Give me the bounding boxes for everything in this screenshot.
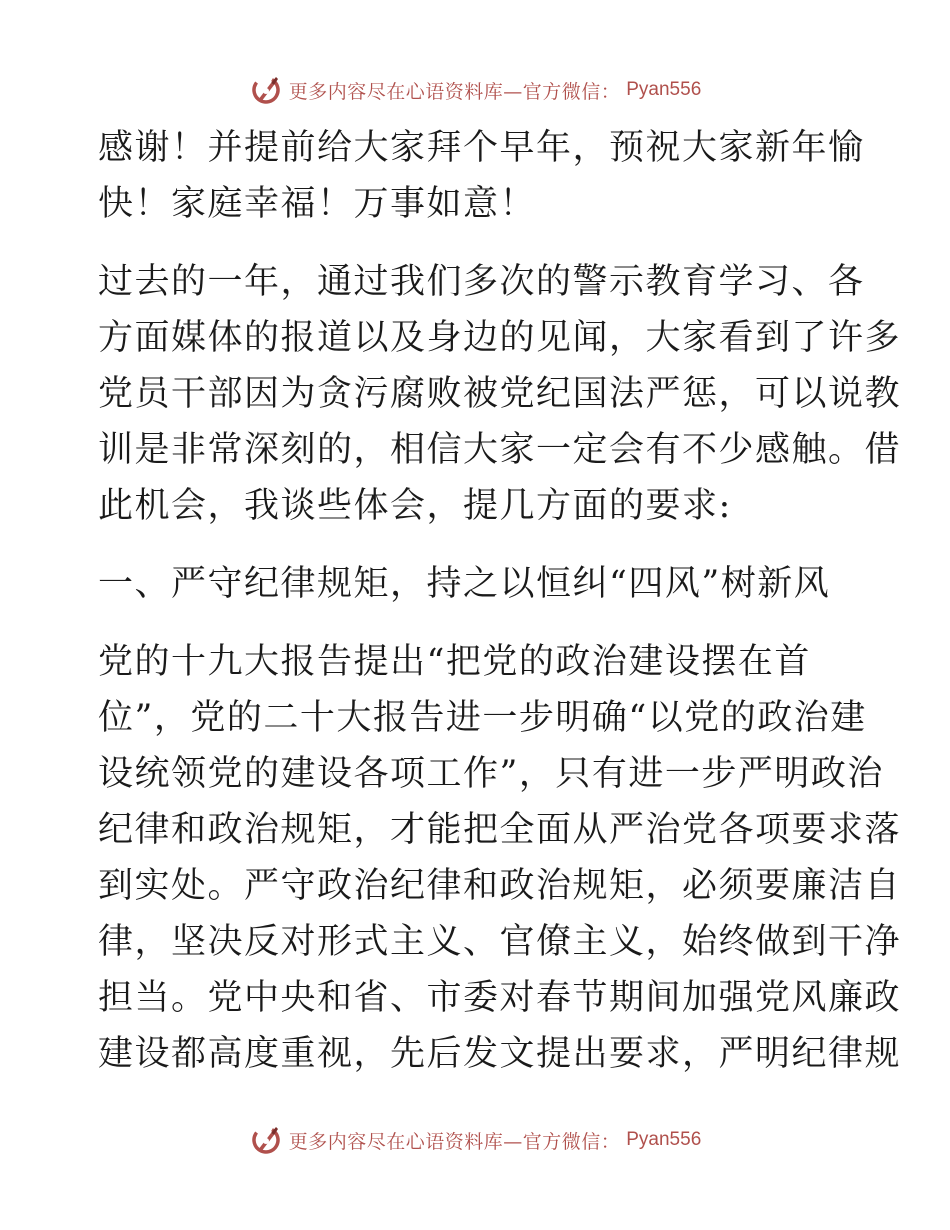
text-line: 纪律和政治规矩，才能把全面从严治党各项要求落 [98, 810, 902, 850]
ink-brush-logo-icon [249, 1123, 283, 1157]
watermark-wechat-id: Pyan556 [626, 79, 702, 100]
text-line: 方面媒体的报道以及身边的见闻，大家看到了许多 [98, 318, 902, 358]
watermark-wechat-id: Pyan556 [626, 1129, 702, 1150]
text-line: 训是非常深刻的，相信大家一定会有不少感触。借 [98, 430, 902, 470]
watermark-text: 更多内容尽在心语资料库—官方微信： [288, 1130, 621, 1153]
text-line: 律，坚决反对形式主义、官僚主义，始终做到干净 [98, 922, 902, 962]
paragraph-review [98, 254, 902, 534]
text-line: 党的十九大报告提出“把党的政治建设摆在首 [98, 642, 811, 682]
text-line: 感谢！并提前给大家拜个早年，预祝大家新年愉 [98, 128, 865, 168]
text-line: 担当。党中央和省、市委对春节期间加强党风廉政 [98, 978, 902, 1018]
footer-watermark [0, 1120, 950, 1160]
text-line: 到实处。严守政治纪律和政治规矩，必须要廉洁自 [98, 866, 902, 906]
watermark-text: 更多内容尽在心语资料库—官方微信： [288, 80, 621, 103]
text-line: 党员干部因为贪污腐败被党纪国法严惩，可以说教 [98, 374, 902, 414]
header-watermark [0, 70, 950, 110]
document-body [98, 120, 902, 1082]
paragraph-greeting [98, 120, 865, 232]
text-line: 位”，党的二十大报告进一步明确“以党的政治建 [98, 698, 867, 738]
paragraph-discipline [98, 634, 902, 1082]
text-line: 过去的一年，通过我们多次的警示教育学习、各 [98, 262, 865, 302]
text-line: 设统领党的建设各项工作”，只有进一步严明政治 [98, 754, 884, 794]
text-line: 建设都高度重视，先后发文提出要求，严明纪律规 [98, 1034, 902, 1074]
ink-brush-logo-icon [249, 73, 283, 107]
section-heading [98, 556, 852, 612]
text-line: 此机会，我谈些体会，提几方面的要求: [98, 486, 732, 526]
text-line: 一、严守纪律规矩，持之以恒纠“四风”树新风 [98, 564, 831, 604]
text-line: 快！家庭幸福！万事如意！ [98, 184, 537, 224]
